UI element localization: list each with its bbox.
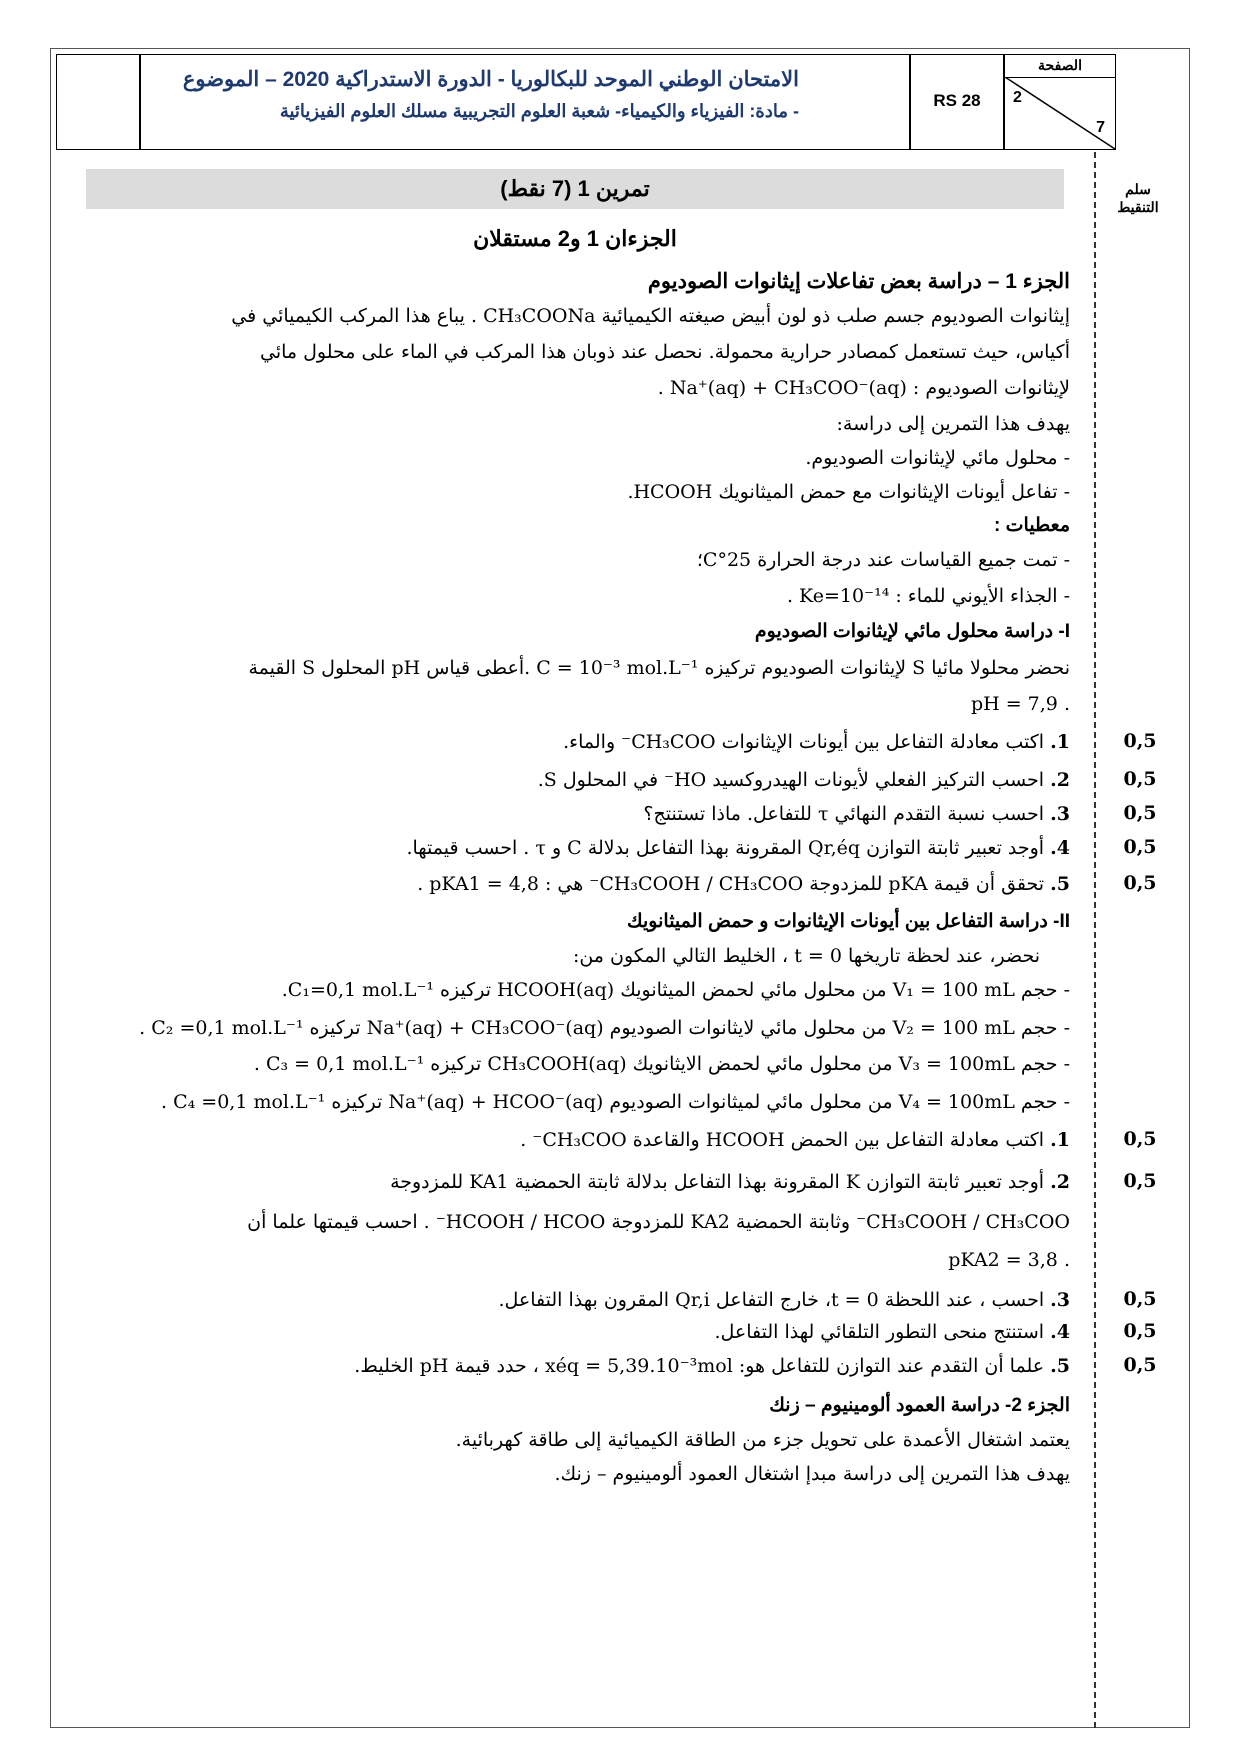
question-continuation: CH₃COOH / CH₃COO⁻ وثابتة الحمضية KA2 للمزدوجة HCOOH / HCOO⁻ . احسب قيمتها علما أن [247,1211,1070,1233]
question-mark: 0,5 [1123,1170,1157,1192]
header-code-cell [910,54,1004,150]
exam-code: RS 28 [933,91,981,110]
grading-divider [1094,152,1096,1728]
part2-title: الجزء 2- دراسة العمود ألومينيوم – زنك [769,1395,1070,1416]
part1-title: الجزء 1 – دراسة بعض تفاعلات إيثانوات الصوديوم [647,270,1070,293]
mixture-item: - حجم V₃ = 100mL من محلول مائي لحمض الايثانويك CH₃COOH(aq) تركيزه C₃ = 0,1 mol.L⁻¹ . [253,1053,1070,1075]
part2-line: يهدف هذا التمرين إلى دراسة مبدإ اشتغال العمود ألومينيوم – زنك. [554,1463,1070,1485]
data-title: معطيات : [994,515,1070,536]
question-item: 3. احسب ، عند اللحظة t = 0، خارج التفاعل Qr,i المقرون بهذا التفاعل. [498,1289,1070,1311]
question-mark: 0,5 [1123,730,1157,752]
grading-header: سلم التنقيط [1117,181,1159,215]
section1-intro-line: نحضر محلولا مائيا S لإيثانوات الصوديوم تركيزه C = 10⁻³ mol.L⁻¹ .أعطى قياس pH المحلول S القيمة [248,657,1070,679]
page-label: الصفحة [1005,57,1115,78]
header-title-cell [140,54,910,150]
mixture-item: - حجم V₁ = 100 mL من محلول مائي لحمض الميثانويك HCOOH(aq) تركيزه C₁=0,1 mol.L⁻¹. [281,979,1070,1001]
mixture-item: - حجم V₂ = 100 mL من محلول مائي لايثانوات الصوديوم Na⁺(aq) + CH₃COO⁻(aq) تركيزه C₂ =0,1 mol.L⁻¹ . [139,1017,1070,1039]
mixture-item: - حجم V₄ = 100mL من محلول مائي لميثانوات الصوديوم Na⁺(aq) + HCOO⁻(aq) تركيزه C₄ =0,1 mol.L⁻¹ . [160,1091,1070,1113]
exam-header [56,54,1184,152]
part1-intro-line: - محلول مائي لإيثانوات الصوديوم. [805,447,1070,469]
part1-intro-line: - تفاعل أيونات الإيثانوات مع حمض الميثانويك HCOOH. [627,481,1070,503]
question-mark: 0,5 [1123,1128,1157,1150]
exam-title: الامتحان الوطني الموحد للبكالوريا - الدورة الاستدراكية 2020 – الموضوع [182,68,799,91]
part1-intro-line: يهدف هذا التمرين إلى دراسة: [836,413,1070,435]
question-mark: 0,5 [1123,1320,1157,1342]
question-item: 5. علما أن التقدم عند التوازن للتفاعل هو: xéq = 5,39.10⁻³mol ، حدد قيمة pH الخليط. [354,1355,1070,1377]
question-item: 2. احسب التركيز الفعلي لأيونات الهيدروكسيد HO⁻ في المحلول S. [537,769,1070,791]
question-mark: 0,5 [1123,768,1157,790]
question-mark: 0,5 [1123,836,1157,858]
section2-title: II- دراسة التفاعل بين أيونات الإيثانوات و حمض الميثانويك [627,911,1070,932]
header-page-cell [1004,54,1116,150]
question-item: 3. احسب نسبة التقدم النهائي τ للتفاعل. ماذا تستنتج؟ [643,803,1070,825]
question-item: 4. أوجد تعبير ثابتة التوازن Qr,éq المقرونة بهذا التفاعل بدلالة C و τ . احسب قيمتها. [406,837,1070,859]
page-total: 7 [1096,119,1105,136]
question-mark: 0,5 [1123,1354,1157,1376]
exercise-title-bar [86,169,1064,209]
question-item: 4. استنتج منحى التطور التلقائي لهذا التفاعل. [714,1321,1070,1343]
section2-intro: نحضر، عند لحظة تاريخها t = 0 ، الخليط التالي المكون من: [572,945,1040,967]
section1-title: I- دراسة محلول مائي لإيثانوات الصوديوم [754,621,1070,642]
exam-subject: - مادة: الفيزياء والكيمياء- شعبة العلوم التجريبية مسلك العلوم الفيزيائية [279,101,799,121]
data-item: - تمت جميع القياسات عند درجة الحرارة 25°C؛ [696,549,1070,571]
question-mark: 0,5 [1123,872,1157,894]
page-number: 2 [1013,89,1022,106]
page-diagonal-icon [1005,77,1115,149]
question-item: 2. أوجد تعبير ثابتة التوازن K المقرونة بهذا التفاعل بدلالة ثابتة الحمضية KA1 للمزدوجة [390,1171,1070,1193]
section1-intro-line: . pH = 7,9 [970,693,1070,715]
part1-intro-line: لإيثانوات الصوديوم : Na⁺(aq) + CH₃COO⁻(aq) . [657,377,1070,399]
question-item: 5. تحقق أن قيمة pKA للمزدوجة CH₃COOH / CH₃COO⁻ هي : pKA1 = 4,8 . [417,873,1070,895]
parts-independent-heading: الجزءان 1 و2 مستقلان [473,226,677,251]
question-continuation: . pKA2 = 3,8 [948,1249,1070,1271]
question-item: 1. اكتب معادلة التفاعل بين الحمض HCOOH والقاعدة CH₃COO⁻ . [520,1129,1070,1151]
data-item: - الجذاء الأيوني للماء : Ke=10⁻¹⁴ . [786,585,1070,607]
part1-intro-line: أكياس، حيث تستعمل كمصادر حرارية محمولة. نحصل عند ذوبان هذا المركب في الماء على محلول مائي [260,341,1070,363]
part2-line: يعتمد اشتغال الأعمدة على تحويل جزء من الطاقة الكيميائية إلى طاقة كهربائية. [455,1429,1070,1451]
header-blank-cell [56,54,140,150]
question-item: 1. اكتب معادلة التفاعل بين أيونات الإيثانوات CH₃COO⁻ والماء. [563,731,1070,753]
part1-intro-line: إيثانوات الصوديوم جسم صلب ذو لون أبيض صيغته الكيميائية CH₃COONa . يباع هذا المركب الكيميائي في [231,305,1070,327]
exercise-title: تمرين 1 (7 نقط) [500,176,650,201]
question-mark: 0,5 [1123,802,1157,824]
question-mark: 0,5 [1123,1288,1157,1310]
